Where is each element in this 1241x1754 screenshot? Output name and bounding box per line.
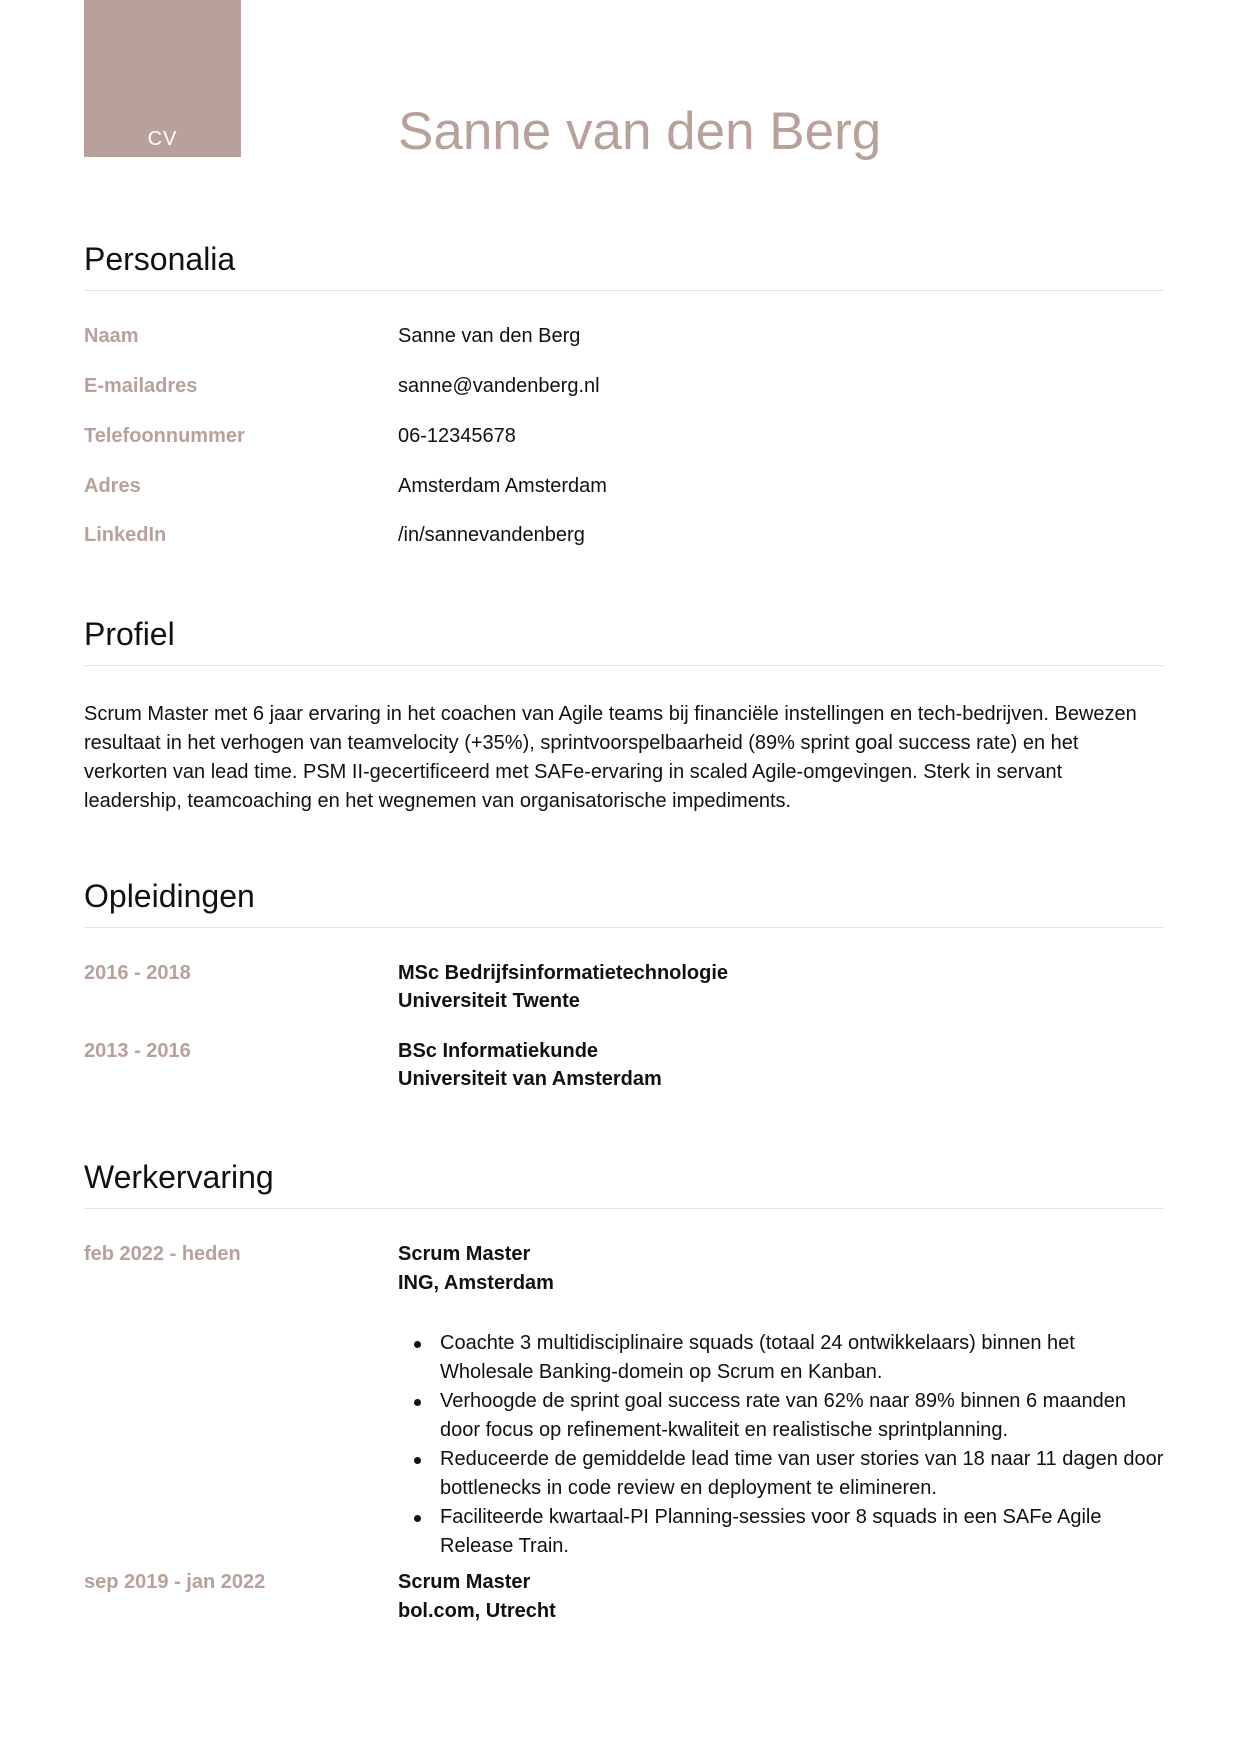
- job-achievements-list: [398, 1329, 1168, 1561]
- education-degree: MSc Bedrijfsinformatietechnologie: [398, 962, 729, 984]
- section-divider: [84, 1208, 1164, 1209]
- job-role: Scrum Master: [398, 1571, 531, 1593]
- bullet-icon: [414, 1515, 421, 1522]
- field-label-email: E-mailadres: [84, 375, 198, 397]
- education-degree: BSc Informatiekunde: [398, 1040, 599, 1062]
- field-value-address: Amsterdam Amsterdam: [398, 475, 607, 497]
- field-value-naam: Sanne van den Berg: [398, 325, 581, 347]
- cv-badge-label: CV: [147, 128, 178, 150]
- job-period: sep 2019 - jan 2022: [84, 1571, 266, 1593]
- list-item: [398, 1387, 1168, 1445]
- section-divider: [84, 290, 1164, 291]
- section-divider: [84, 927, 1164, 928]
- list-item: [398, 1503, 1168, 1561]
- field-value-linkedin: /in/sannevandenberg: [398, 524, 585, 546]
- cv-badge: [84, 0, 241, 157]
- list-item-text: Coachte 3 multidisciplinaire squads (totaal 24 ontwikkelaars) binnen het Wholesale Banking-domein op Scrum en Kanban.: [440, 1332, 1075, 1383]
- job-period: feb 2022 - heden: [84, 1243, 241, 1265]
- field-label-naam: Naam: [84, 325, 139, 347]
- field-label-phone: Telefoonnummer: [84, 425, 245, 447]
- field-value-phone: 06-12345678: [398, 425, 516, 447]
- profile-summary: Scrum Master met 6 jaar ervaring in het coachen van Agile teams bij financiële instellingen en tech-bedrijven. Bewezen resultaat in het verhogen van teamvelocity (+35%), sprintvoorspelbaarheid (89% sprint goal success rate) en het verkorten van lead time. PSM II-gecertificeerd met SAFe-ervaring in scaled Agile-omgevingen. Sterk in servant leadership, teamcoaching en het wegnemen van organisatorische impediments.: [84, 703, 1137, 812]
- field-value-email: sanne@vandenberg.nl: [398, 375, 600, 397]
- education-period: 2013 - 2016: [84, 1040, 191, 1062]
- field-label-linkedin: LinkedIn: [84, 524, 167, 546]
- section-title-opleidingen: Opleidingen: [84, 878, 255, 914]
- education-school: Universiteit van Amsterdam: [398, 1068, 662, 1090]
- bullet-icon: [414, 1341, 421, 1348]
- field-label-address: Adres: [84, 475, 141, 497]
- section-divider: [84, 665, 1164, 666]
- bullet-icon: [414, 1399, 421, 1406]
- section-title-werkervaring: Werkervaring: [84, 1159, 274, 1195]
- section-title-profiel: Profiel: [84, 616, 175, 652]
- candidate-name: Sanne van den Berg: [398, 102, 882, 161]
- list-item: [398, 1445, 1168, 1503]
- job-company: ING, Amsterdam: [398, 1272, 554, 1294]
- job-role: Scrum Master: [398, 1243, 531, 1265]
- list-item-text: Faciliteerde kwartaal-PI Planning-sessies voor 8 squads in een SAFe Agile Release Train.: [440, 1506, 1102, 1557]
- education-period: 2016 - 2018: [84, 962, 191, 984]
- list-item-text: Verhoogde de sprint goal success rate van 62% naar 89% binnen 6 maanden door focus op refinement-kwaliteit en realistische sprintplanning.: [440, 1390, 1127, 1441]
- education-school: Universiteit Twente: [398, 990, 580, 1012]
- list-item-text: Reduceerde de gemiddelde lead time van user stories van 18 naar 11 dagen door bottlenecks in code review en deployment te elimineren.: [440, 1448, 1164, 1499]
- section-title-personalia: Personalia: [84, 241, 236, 277]
- list-item: [398, 1329, 1168, 1387]
- job-company: bol.com, Utrecht: [398, 1600, 556, 1622]
- bullet-icon: [414, 1457, 421, 1464]
